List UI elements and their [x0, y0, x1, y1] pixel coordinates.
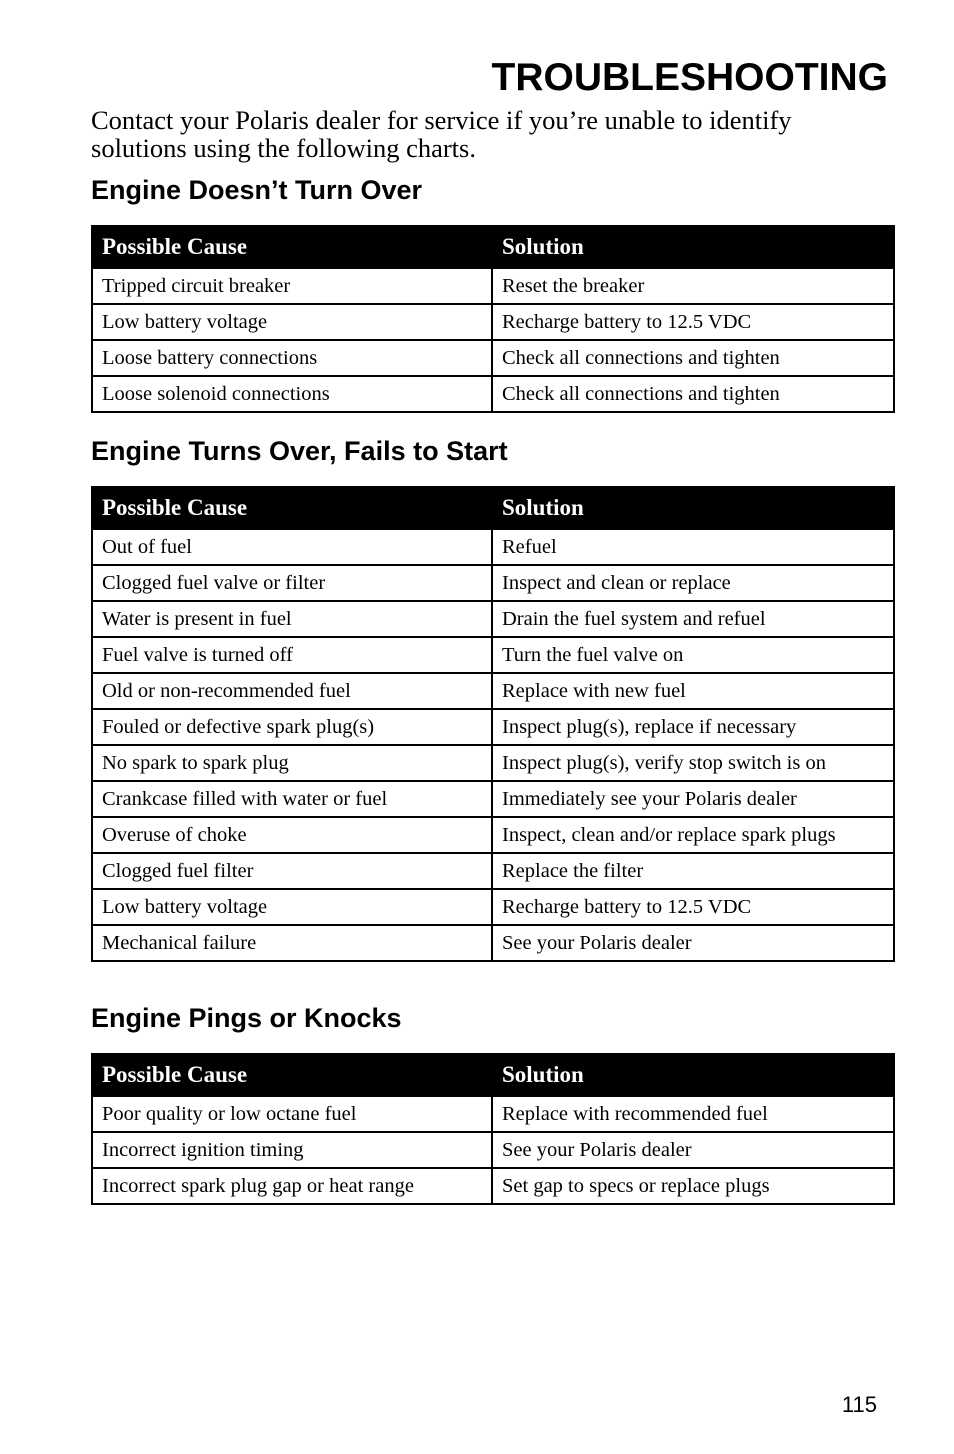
table-row	[92, 376, 894, 412]
solution-cell: See your Polaris dealer	[492, 925, 894, 961]
table-row	[92, 925, 894, 961]
table-row	[92, 304, 894, 340]
cause-cell: Incorrect spark plug gap or heat range	[92, 1168, 492, 1204]
solution-cell: Drain the fuel system and refuel	[492, 601, 894, 637]
solution-cell: Immediately see your Polaris dealer	[492, 781, 894, 817]
column-header-solution: Solution	[492, 1054, 894, 1096]
solution-cell: Set gap to specs or replace plugs	[492, 1168, 894, 1204]
column-header-solution: Solution	[492, 487, 894, 529]
solution-cell: Reset the breaker	[492, 268, 894, 304]
solution-cell: Check all connections and tighten	[492, 340, 894, 376]
cause-cell: Loose solenoid connections	[92, 376, 492, 412]
table-row	[92, 565, 894, 601]
table-row	[92, 637, 894, 673]
cause-cell: Out of fuel	[92, 529, 492, 565]
cause-cell: Incorrect ignition timing	[92, 1132, 492, 1168]
solution-cell: Replace with new fuel	[492, 673, 894, 709]
solution-cell: Inspect plug(s), verify stop switch is on	[492, 745, 894, 781]
troubleshooting-table	[91, 486, 895, 962]
table-row	[92, 1132, 894, 1168]
table-row	[92, 745, 894, 781]
section-heading-engine-turns-over-fails-to-start: Engine Turns Over, Fails to Start	[91, 436, 508, 466]
table-row	[92, 781, 894, 817]
solution-cell: See your Polaris dealer	[492, 1132, 894, 1168]
cause-cell: Water is present in fuel	[92, 601, 492, 637]
cause-cell: Clogged fuel filter	[92, 853, 492, 889]
solution-cell: Replace with recommended fuel	[492, 1096, 894, 1132]
cause-cell: Low battery voltage	[92, 889, 492, 925]
cause-cell: Mechanical failure	[92, 925, 492, 961]
table-row	[92, 529, 894, 565]
solution-cell: Refuel	[492, 529, 894, 565]
table-header-row	[92, 1054, 894, 1096]
table-row	[92, 1096, 894, 1132]
cause-cell: Overuse of choke	[92, 817, 492, 853]
section-heading-engine-pings-or-knocks: Engine Pings or Knocks	[91, 1003, 402, 1033]
table-header-row	[92, 487, 894, 529]
column-header-possible-cause: Possible Cause	[92, 226, 492, 268]
table-row	[92, 817, 894, 853]
solution-cell: Turn the fuel valve on	[492, 637, 894, 673]
cause-cell: Crankcase filled with water or fuel	[92, 781, 492, 817]
table-row	[92, 601, 894, 637]
table-row	[92, 853, 894, 889]
table-row	[92, 889, 894, 925]
solution-cell: Recharge battery to 12.5 VDC	[492, 889, 894, 925]
cause-cell: Clogged fuel valve or filter	[92, 565, 492, 601]
cause-cell: Poor quality or low octane fuel	[92, 1096, 492, 1132]
intro-text: Contact your Polaris dealer for service if you’re unable to identify solutions using the following charts.	[91, 105, 792, 163]
table-header-row	[92, 226, 894, 268]
column-header-solution: Solution	[492, 226, 894, 268]
cause-cell: Old or non-recommended fuel	[92, 673, 492, 709]
cause-cell: Low battery voltage	[92, 304, 492, 340]
solution-cell: Inspect, clean and/or replace spark plugs	[492, 817, 894, 853]
table-row	[92, 1168, 894, 1204]
cause-cell: Loose battery connections	[92, 340, 492, 376]
table-row	[92, 673, 894, 709]
column-header-possible-cause: Possible Cause	[92, 487, 492, 529]
cause-cell: Fuel valve is turned off	[92, 637, 492, 673]
cause-cell: No spark to spark plug	[92, 745, 492, 781]
table-row	[92, 268, 894, 304]
troubleshooting-table	[91, 1053, 895, 1205]
column-header-possible-cause: Possible Cause	[92, 1054, 492, 1096]
cause-cell: Tripped circuit breaker	[92, 268, 492, 304]
solution-cell: Recharge battery to 12.5 VDC	[492, 304, 894, 340]
table-row	[92, 709, 894, 745]
section-heading-engine-doesnt-turn-over: Engine Doesn’t Turn Over	[91, 175, 423, 205]
solution-cell: Inspect plug(s), replace if necessary	[492, 709, 894, 745]
page-title: TROUBLESHOOTING	[491, 56, 888, 99]
table-row	[92, 340, 894, 376]
solution-cell: Replace the filter	[492, 853, 894, 889]
troubleshooting-table	[91, 225, 895, 413]
page-number: 115	[841, 1392, 877, 1417]
solution-cell: Inspect and clean or replace	[492, 565, 894, 601]
solution-cell: Check all connections and tighten	[492, 376, 894, 412]
cause-cell: Fouled or defective spark plug(s)	[92, 709, 492, 745]
